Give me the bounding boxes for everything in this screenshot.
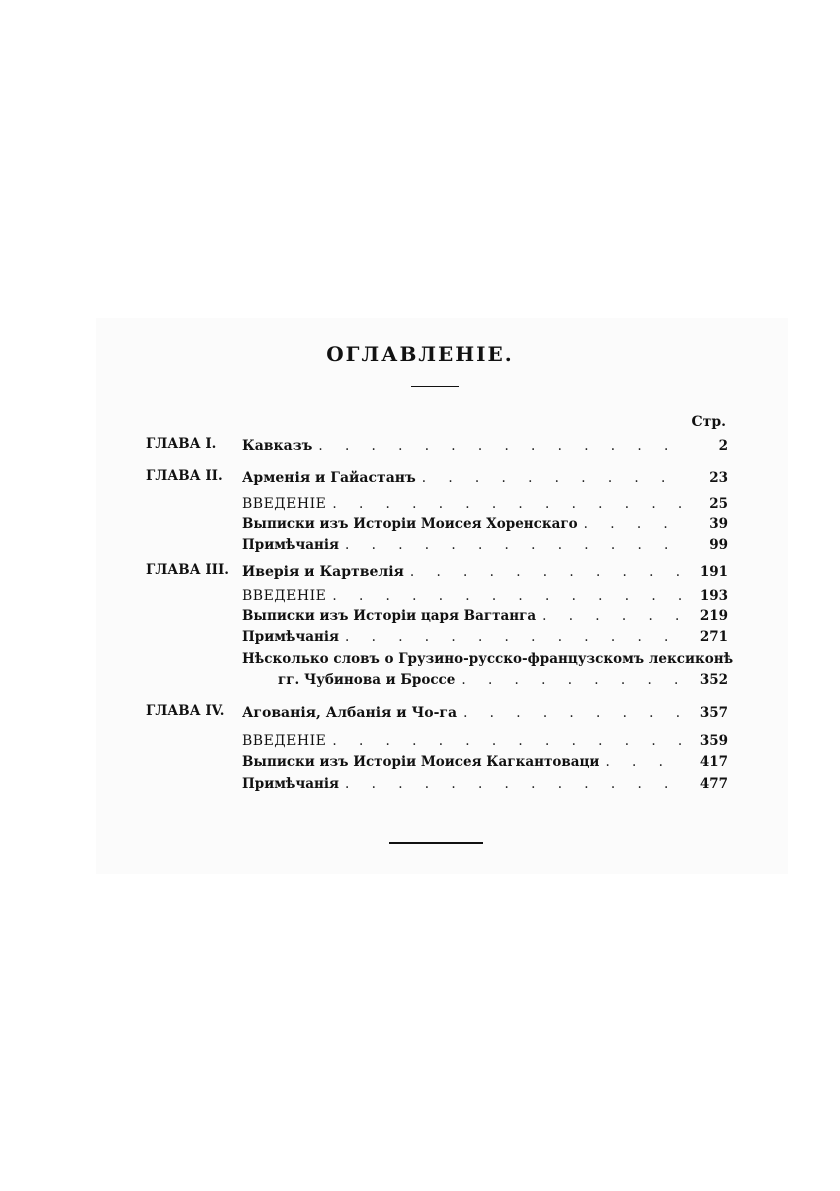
entry-text: ВВЕДЕНІЕ: [242, 733, 327, 749]
toc-entry-chapter-3[interactable]: [242, 562, 728, 582]
chapter-3-title: Иверія и Картвелія: [242, 564, 404, 580]
leader-dots: [463, 703, 682, 723]
title-rule: [411, 386, 459, 387]
entry-text: Выписки изъ Исторіи Моисея Кагкантоваци: [242, 754, 600, 770]
entry-text: Примѣчанія: [242, 776, 340, 792]
chapter-2-page: 23: [709, 470, 728, 486]
chapter-3-label: ГЛАВА III.: [146, 562, 230, 578]
leader-dots: [422, 468, 682, 488]
closing-rule: [389, 842, 483, 844]
toc-entry-4-2[interactable]: [242, 752, 728, 772]
leader-dots: [345, 774, 682, 794]
chapter-2-title: Арменія и Гайастанъ: [242, 470, 416, 486]
entry-text: Выписки изъ Исторіи Моисея Хоренскаго: [242, 516, 578, 532]
leader-dots: [345, 535, 682, 555]
leader-dots: [332, 586, 682, 606]
entry-text: ВВЕДЕНІЕ: [242, 588, 327, 604]
toc-entry-chapter-4[interactable]: [242, 703, 728, 723]
entry-page: 352: [699, 672, 728, 688]
entry-page: 477: [699, 776, 728, 792]
entry-page: 39: [709, 516, 728, 532]
leader-dots: [542, 606, 682, 626]
chapter-4-page: 357: [699, 705, 728, 721]
toc-entry-chapter-2[interactable]: [242, 468, 728, 488]
toc-entry-3-2[interactable]: [242, 606, 728, 626]
toc-entry-3-3[interactable]: [242, 627, 728, 647]
leader-dots: [605, 752, 682, 772]
leader-dots: [332, 731, 682, 751]
entry-page: 193: [699, 588, 728, 604]
page-column-header: Стр.: [691, 414, 726, 430]
entry-page: 219: [699, 608, 728, 624]
entry-page: 271: [699, 629, 728, 645]
toc-entry-3-4[interactable]: Нѣсколько словъ о Грузино-русско-французскомъ лексиконѣ: [242, 651, 734, 667]
toc-entry-2-3[interactable]: [242, 535, 728, 555]
entry-page: 417: [699, 754, 728, 770]
entry-text: ВВЕДЕНІЕ: [242, 496, 327, 512]
toc-entry-chapter-1[interactable]: [242, 436, 728, 456]
page-title: ОГЛАВЛЕНІЕ.: [326, 342, 514, 366]
leader-dots: [584, 514, 682, 534]
toc-entry-4-3[interactable]: [242, 774, 728, 794]
toc-entry-2-2[interactable]: [242, 514, 728, 534]
toc-entry-4-1[interactable]: [242, 731, 728, 751]
chapter-2-label: ГЛАВА II.: [146, 468, 223, 484]
entry-text: Примѣчанія: [242, 629, 340, 645]
chapter-4-label: ГЛАВА IV.: [146, 703, 225, 719]
toc-entry-3-1[interactable]: [242, 586, 728, 606]
entry-text: Примѣчанія: [242, 537, 340, 553]
leader-dots: [345, 627, 682, 647]
chapter-3-page: 191: [699, 564, 728, 580]
entry-page: 99: [709, 537, 728, 553]
entry-text: гг. Чубинова и Броссе: [278, 672, 456, 688]
leader-dots: [461, 670, 682, 690]
chapter-4-title: Агованія, Албанія и Чо-га: [242, 705, 458, 721]
leader-dots: [332, 494, 682, 514]
chapter-1-label: ГЛАВА I.: [146, 436, 217, 452]
toc-entry-2-1[interactable]: [242, 494, 728, 514]
entry-page: 359: [699, 733, 728, 749]
leader-dots: [410, 562, 682, 582]
leader-dots: [318, 436, 682, 456]
chapter-1-page: 2: [718, 438, 728, 454]
chapter-1-title: Кавказъ: [242, 438, 313, 454]
entry-page: 25: [709, 496, 728, 512]
toc-entry-3-4-cont[interactable]: [278, 670, 728, 690]
entry-text: Выписки изъ Исторіи царя Вагтанга: [242, 608, 537, 624]
